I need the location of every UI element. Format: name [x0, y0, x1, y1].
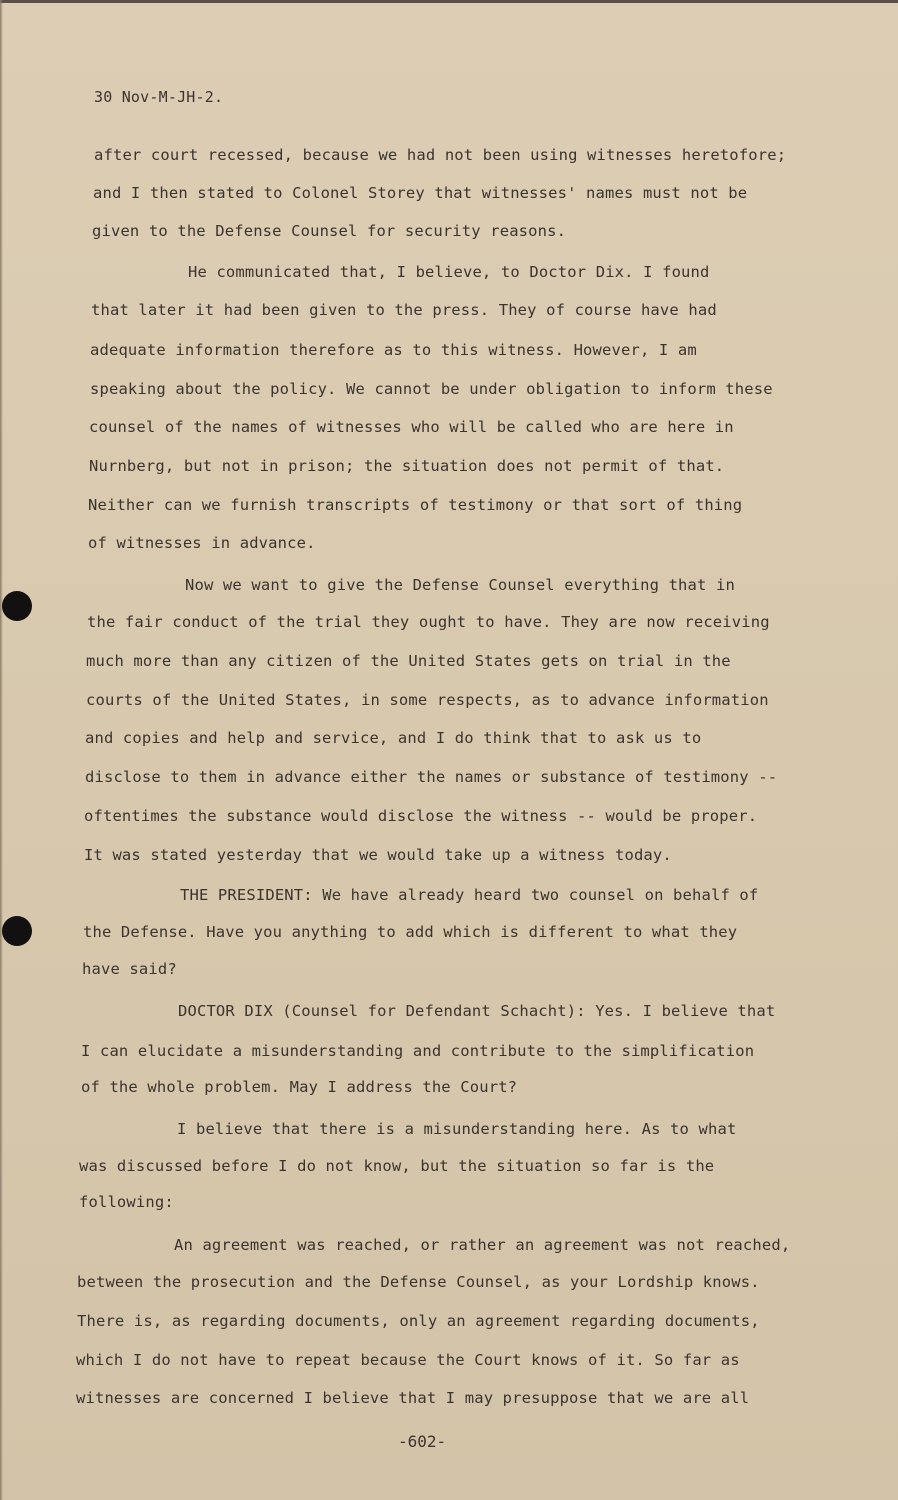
- text-line: of the whole problem. May I address the Court?: [81, 1078, 518, 1096]
- text-line: and copies and help and service, and I do think that to ask us to: [85, 729, 702, 747]
- text-line: courts of the United States, in some respects, as to advance information: [86, 691, 769, 709]
- text-line: was discussed before I do not know, but the situation so far is the: [79, 1157, 715, 1175]
- text-line: witnesses are concerned I believe that I may presuppose that we are all: [76, 1389, 750, 1407]
- text-line: Now we want to give the Defense Counsel everything that in: [185, 576, 735, 594]
- page-top-edge: [0, 0, 898, 3]
- text-line: which I do not have to repeat because the Court knows of it. So far as: [76, 1351, 740, 1369]
- text-line: An agreement was reached, or rather an agreement was not reached,: [174, 1236, 791, 1254]
- text-line: I believe that there is a misunderstanding here. As to what: [177, 1120, 737, 1138]
- text-line: between the prosecution and the Defense Counsel, as your Lordship knows.: [77, 1273, 760, 1291]
- punch-hole-upper: [2, 591, 32, 621]
- punch-hole-lower: [2, 916, 32, 946]
- text-line: It was stated yesterday that we would take up a witness today.: [84, 846, 672, 864]
- text-line: oftentimes the substance would disclose the witness -- would be proper.: [84, 807, 758, 825]
- text-line: the Defense. Have you anything to add which is different to what they: [83, 923, 738, 941]
- text-line: that later it had been given to the press. They of course have had: [91, 301, 717, 319]
- text-line: He communicated that, I believe, to Doctor Dix. I found: [188, 263, 710, 281]
- text-line: Neither can we furnish transcripts of testimony or that sort of thing: [88, 496, 743, 514]
- text-line: Nurnberg, but not in prison; the situation does not permit of that.: [89, 457, 725, 475]
- text-line: THE PRESIDENT: We have already heard two counsel on behalf of: [180, 886, 759, 904]
- text-line: I can elucidate a misunderstanding and contribute to the simplification: [81, 1042, 755, 1060]
- text-line: counsel of the names of witnesses who will be called who are here in: [89, 418, 734, 436]
- text-line: There is, as regarding documents, only an agreement regarding documents,: [77, 1312, 760, 1330]
- page-number: -602-: [398, 1432, 447, 1451]
- page-header: 30 Nov-M-JH-2.: [94, 88, 224, 106]
- text-line: adequate information therefore as to this witness. However, I am: [90, 341, 697, 359]
- text-line: speaking about the policy. We cannot be under obligation to inform these: [90, 380, 773, 398]
- text-line: given to the Defense Counsel for security reasons.: [92, 222, 567, 240]
- text-line: have said?: [82, 960, 177, 978]
- text-line: disclose to them in advance either the names or substance of testimony --: [85, 768, 778, 786]
- text-line: of witnesses in advance.: [88, 534, 316, 552]
- text-line: DOCTOR DIX (Counsel for Defendant Schacht): Yes. I believe that: [178, 1002, 776, 1020]
- text-line: much more than any citizen of the United States gets on trial in the: [86, 652, 731, 670]
- page-left-edge: [0, 0, 3, 1500]
- text-line: the fair conduct of the trial they ought to have. They are now receiving: [87, 613, 770, 631]
- text-line: and I then stated to Colonel Storey that witnesses' names must not be: [93, 184, 748, 202]
- text-line: after court recessed, because we had not been using witnesses heretofore;: [94, 146, 787, 164]
- text-line: following:: [79, 1193, 174, 1211]
